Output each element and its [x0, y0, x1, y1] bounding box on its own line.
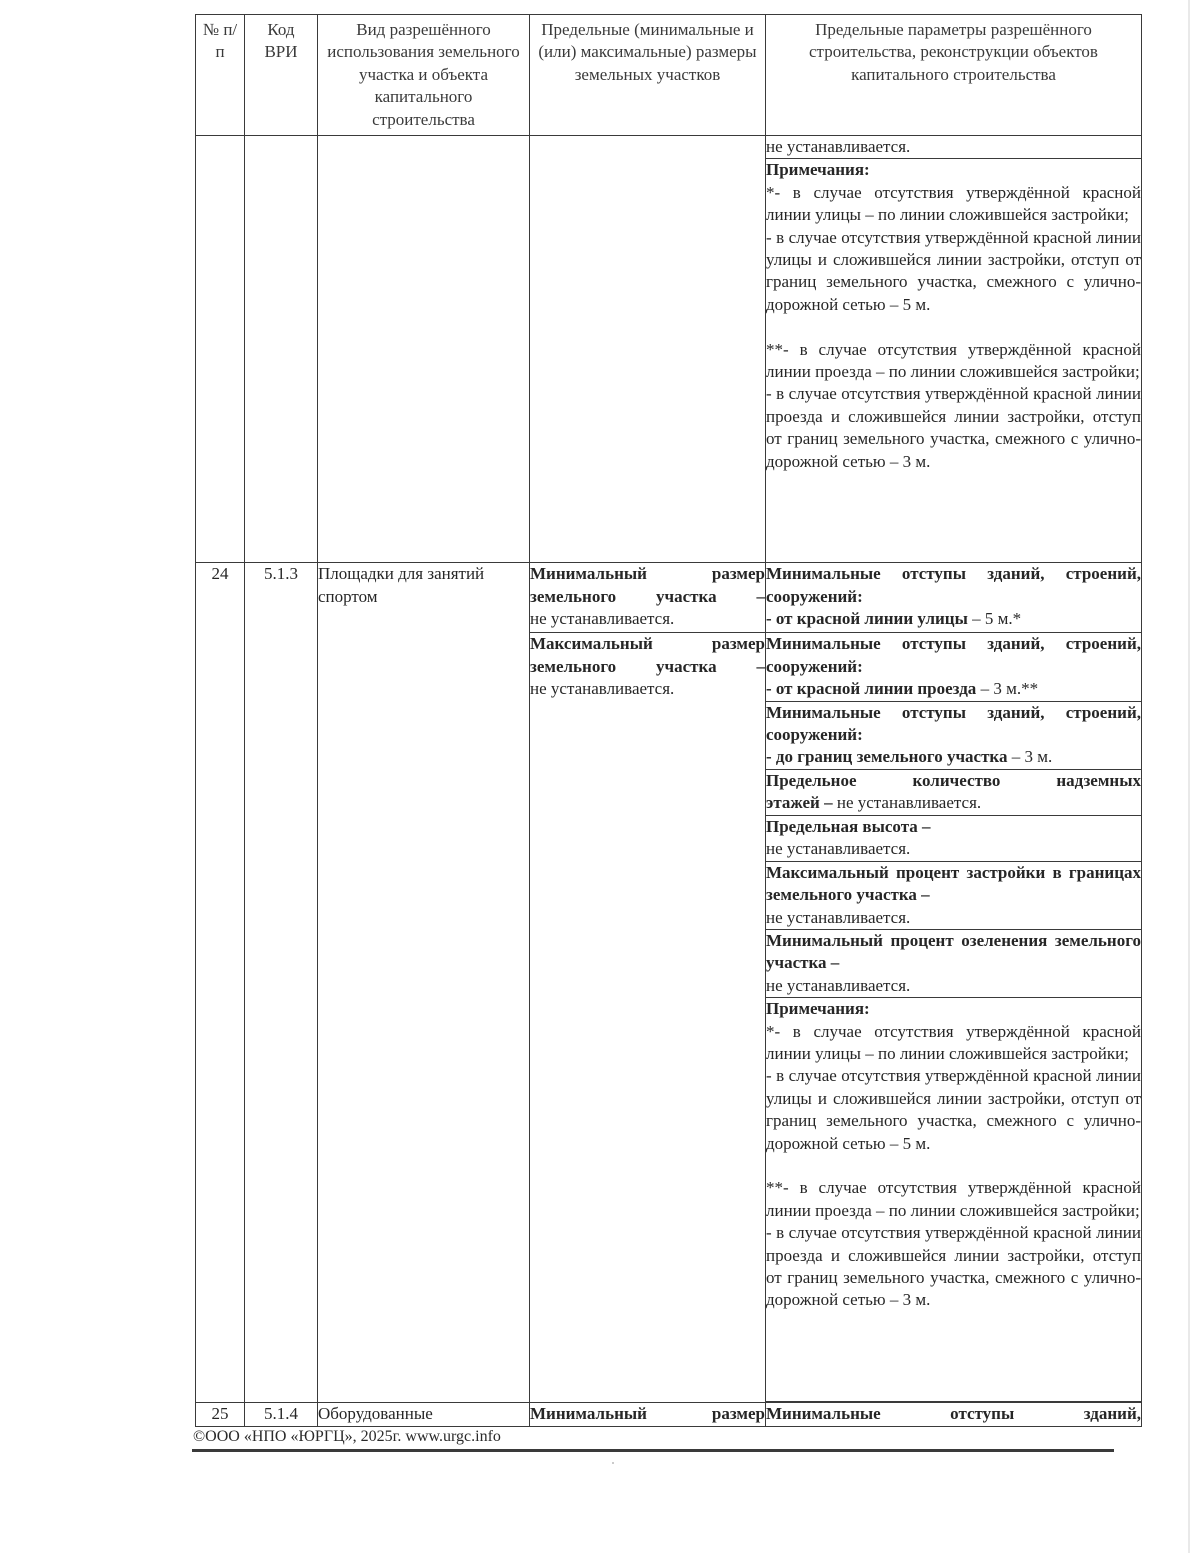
row24-note1-b: - в случае отсутствия утверждённой красной линии улицы и сложившейся линии застройки, отступ от границ земельного участка, смежного с улично-дорожной сетью – 5 м. [766, 1066, 1141, 1153]
row24-p5 [766, 815, 1142, 861]
row24-notes-title: Примечания: [766, 999, 870, 1019]
row24-p2-value: – 3 м.** [976, 679, 1039, 699]
scan-speck [612, 1462, 614, 1464]
cont-sizes [530, 136, 766, 563]
cont-code [245, 136, 318, 563]
table-header-row [196, 15, 1142, 136]
row24-p6 [766, 861, 1142, 929]
notes-title: Примечания: [766, 160, 870, 180]
table-row-25 [196, 1403, 1142, 1426]
row24-p5-label: Предельная высота – [766, 816, 931, 836]
row25-size-label: Минимальный размер [530, 1403, 766, 1426]
row24-p3-label: Минимальные отступы зданий, строений, сооружений: [766, 702, 1141, 745]
row24-max-size [530, 633, 766, 1403]
cont-num [196, 136, 245, 563]
row24-p2-sub: - от красной линии проезда [766, 679, 977, 699]
row24-note1-a: *- в случае отсутствия утверждённой красной линии улицы – по линии сложившейся застройки; [766, 1021, 1141, 1063]
cont-use [318, 136, 530, 563]
row24-num: 24 [196, 563, 245, 1403]
header-num: № п/п [196, 15, 245, 136]
scan-edge [1188, 0, 1190, 1553]
cont-top-value: не устанавливается. [766, 136, 1142, 159]
note1-b: - в случае отсутствия утверждённой красной линии улицы и сложившейся линии застройки, отступ от границ земельного участка, смежного с улично-дорожной сетью – 5 м. [766, 227, 1141, 314]
row24-p4 [766, 769, 1142, 815]
row25-use: Оборудованные [318, 1403, 530, 1426]
note1-a: *- в случае отсутствия утверждённой красной линии улицы – по линии сложившейся застройки; [766, 182, 1141, 225]
row24-p1 [766, 563, 1142, 633]
note2-a: **- в случае отсутствия утверждённой красной линии проезда – по линии сложившейся застройки; [766, 339, 1141, 382]
row24-note2-b: - в случае отсутствия утверждённой красной линии проезда и сложившейся линии застройки, отступ от границ земельного участка, смежного с улично-дорожной сетью – 3 м. [766, 1223, 1141, 1310]
row24-p3-value: – 3 м. [1007, 747, 1053, 767]
row24-p1-sub: - от красной линии улицы [766, 609, 968, 629]
row24-min-size [530, 563, 766, 633]
page-footer: ©ООО «НПО «ЮРГЦ», 2025г. www.urgc.info [193, 1428, 501, 1445]
header-code: Код ВРИ [245, 15, 318, 136]
row24-p3 [766, 701, 1142, 769]
cont-notes [766, 159, 1142, 563]
row24-p4-label-b: этажей – [766, 793, 833, 813]
row24-code: 5.1.3 [245, 563, 318, 1403]
table-row-continuation [196, 136, 1142, 159]
row25-num: 25 [196, 1403, 245, 1426]
note2-b: - в случае отсутствия утверждённой красной линии проезда и сложившейся линии застройки, отступ от границ земельного участка, смежного с улично-дорожной сетью – 3 м. [766, 384, 1141, 471]
row24-max-size-label: Максимальный размер земельного участка – [530, 634, 765, 676]
row24-p5-value: не устанавливается. [766, 839, 911, 859]
row25-param-label: Минимальные отступы зданий, [766, 1403, 1142, 1426]
row24-p3-sub: - до границ земельного участка [766, 747, 1008, 767]
row24-use: Площадки для занятий спортом [318, 563, 530, 1403]
row24-p6-value: не устанавливается. [766, 907, 911, 927]
row24-notes [766, 998, 1142, 1402]
row24-p1-label: Минимальные отступы зданий, строений, сооружений: [766, 564, 1141, 606]
row24-p4-label-a: Предельное количество надземных [766, 770, 1141, 790]
row24-p1-value: – 5 м.* [967, 609, 1022, 629]
row24-p4-value: не устанавливается. [832, 793, 982, 813]
row24-note2-a: **- в случае отсутствия утверждённой красной линии проезда – по линии сложившейся застройки; [766, 1178, 1141, 1220]
header-sizes: Предельные (минимальные и (или) максимальные) размеры земельных участков [530, 15, 766, 136]
footer-rule [192, 1449, 1114, 1452]
row24-p7-label: Минимальный процент озеленения земельного участка – [766, 930, 1141, 973]
row24-max-size-value: не устанавливается. [530, 679, 675, 699]
row24-p7-value: не устанавливается. [766, 975, 911, 995]
row24-p2 [766, 633, 1142, 701]
row24-p7 [766, 929, 1142, 997]
row24-min-size-label: Минимальный размер земельного участка – [530, 564, 765, 606]
header-params: Предельные параметры разрешённого строительства, реконструкции объектов капитального строительства [766, 15, 1142, 136]
row24-min-size-value: не устанавливается. [530, 609, 675, 629]
regulations-table [195, 14, 1142, 1427]
row24-p2-label: Минимальные отступы зданий, строений, сооружений: [766, 634, 1141, 676]
header-use: Вид разрешённого использования земельного участка и объекта капитального строительства [318, 15, 530, 136]
table-row-24 [196, 563, 1142, 633]
row25-code: 5.1.4 [245, 1403, 318, 1426]
row24-p6-label: Максимальный процент застройки в границах земельного участка – [766, 862, 1141, 905]
